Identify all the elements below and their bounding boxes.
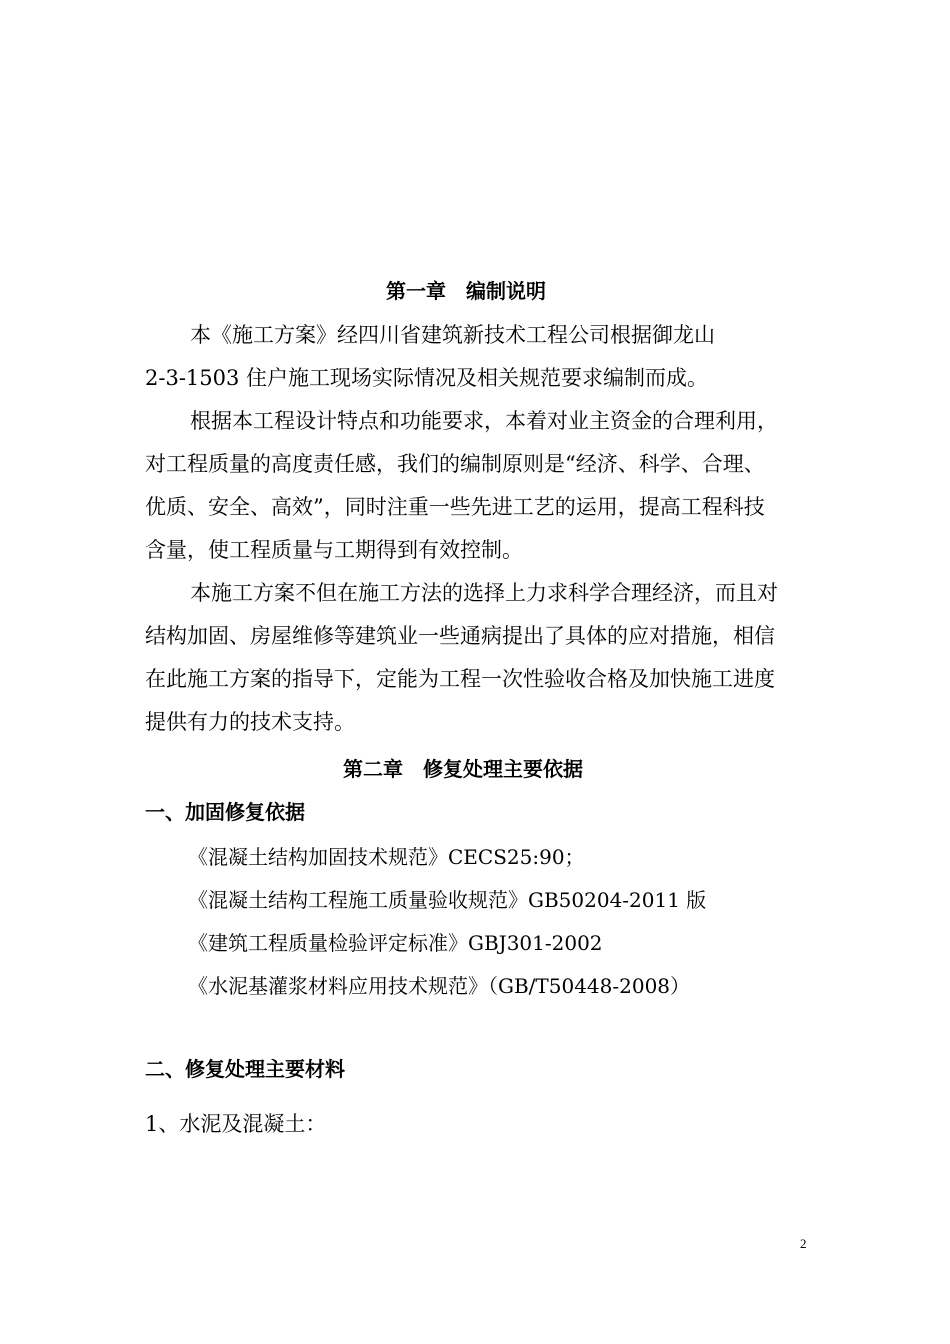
section2-title: 二、修复处理主要材料 [145,1057,345,1081]
reference-item: 《混凝土结构工程施工质量验收规范》GB50204-2011 版 [188,888,707,912]
paragraph3-line3: 在此施工方案的指导下，定能为工程一次性验收合格及加快施工进度 [145,667,775,691]
paragraph1-line1: 本《施工方案》经四川省建筑新技术工程公司根据御龙山 [190,323,715,347]
paragraph3-line4: 提供有力的技术支持。 [145,710,355,734]
paragraph2-line2: 对工程质量的高度责任感，我们的编制原则是“经济、科学、合理、 [145,452,765,476]
reference-item: 《水泥基灌浆材料应用技术规范》（GB/T50448-2008） [188,974,691,998]
reference-item: 《建筑工程质量检验评定标准》GBJ301-2002 [188,931,603,955]
chapter2-title: 第二章 修复处理主要依据 [343,757,583,781]
section1-title: 一、加固修复依据 [145,800,305,824]
material-item-1: 1、水泥及混凝土： [145,1112,327,1136]
paragraph3-line1: 本施工方案不但在施工方法的选择上力求科学合理经济，而且对 [190,581,778,605]
chapter1-title: 第一章 编制说明 [386,279,546,303]
paragraph2-line1: 根据本工程设计特点和功能要求，本着对业主资金的合理利用， [190,409,778,433]
paragraph1-line2: 2-3-1503 住户施工现场实际情况及相关规范要求编制而成。 [145,366,709,390]
paragraph2-line3: 优质、安全、高效”，同时注重一些先进工艺的运用，提高工程科技 [145,495,765,519]
paragraph2-line4: 含量，使工程质量与工期得到有效控制。 [145,538,523,562]
reference-item: 《混凝土结构加固技术规范》CECS25:90； [188,845,585,869]
paragraph3-line2: 结构加固、房屋维修等建筑业一些通病提出了具体的应对措施，相信 [145,624,775,648]
page-number: 2 [800,1236,807,1251]
